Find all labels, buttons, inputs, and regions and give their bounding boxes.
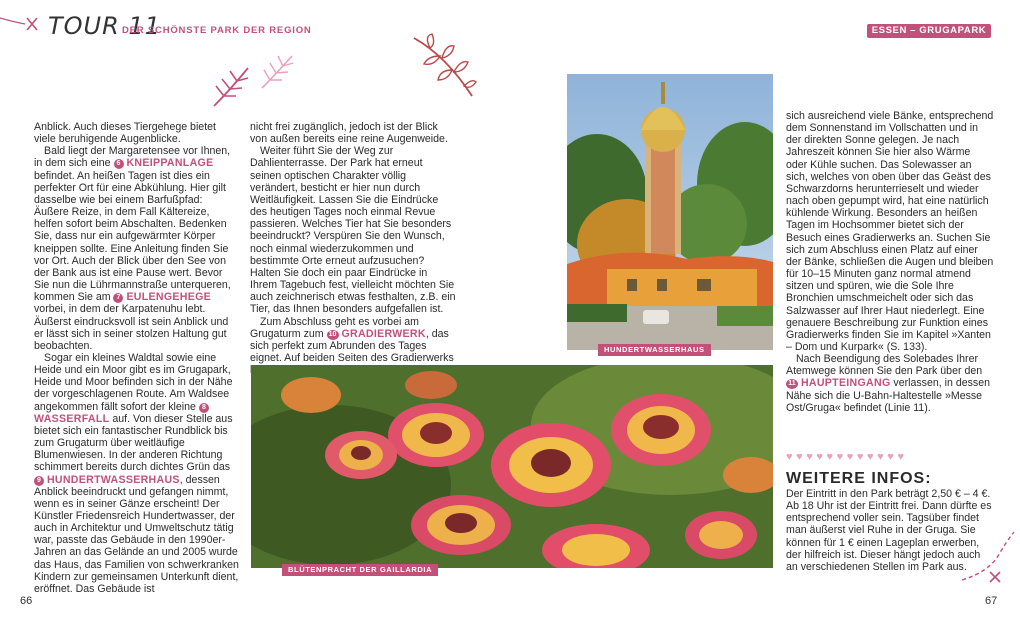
place-gradierwerk: GRADIERWERK xyxy=(341,327,426,340)
place-hundertwasserhaus: HUNDERTWASSERHAUS xyxy=(46,473,180,486)
hundertwasserhaus-photo xyxy=(567,74,773,350)
leaf-branch-icon xyxy=(410,32,478,100)
paragraph-text: verlassen, in dessen Nähe sich die U-Bahn-Haltestelle »Messe Ost/Gruga« befindet (Linie 11). xyxy=(786,377,991,414)
tour-subtitle: DER SCHÖNSTE PARK DER REGION xyxy=(122,25,312,36)
paragraph-text: Sogar ein kleines Waldtal sowie eine Heide und ein Moor gibt es im Grugapark, Heide und Moor befinden sich in der Nähe der vorgeschlagenen Route. Am Waldsee angekommen fällt sofort der kleine xyxy=(34,351,233,413)
page-number-left: 66 xyxy=(20,595,33,607)
paragraph-text: befindet. An heißen Tagen ist dies ein perfekter Ort für eine Abkühlung. Hier gilt dasselbe wie bei einem Barfußpfad: Äußere Reize, in dem Fall Kältereize, helfen sofort beim Abschalten. Bedenken Sie, dass nur ein aufgewärmter Körper kneippen sollte. Eine Anleitung finden Sie vor Ort. Auch der Blick über den See von der Bank aus ist eine Pause wert. Bevor Sie nun die Lührmannstraße unterqueren, kommen Sie am xyxy=(34,169,231,304)
leaf-sprig-icon xyxy=(210,62,255,110)
marker-number: 10 xyxy=(327,330,339,340)
place-kneippanlage: KNEIPPANLAGE xyxy=(126,157,214,170)
marker-number: 7 xyxy=(113,293,123,303)
marker-number: 6 xyxy=(114,159,124,169)
text-column-2 xyxy=(250,121,456,376)
paragraph xyxy=(34,121,240,145)
info-paragraph: Der Eintritt in den Park beträgt 2,50 € – 4 €. Ab 18 Uhr ist der Eintritt frei. Dann dürfte es entsprechend voller sein. Tagsüber findet man äußerst viel Ruhe in der Gruga. Sie können für 1 € einen Lageplan erwerben, der hilfreich ist. Dieser hängt jedoch auch an verschiedenen Stellen im Park aus. xyxy=(786,488,992,573)
paragraph-text: nicht frei zugänglich, jedoch ist der Blick von außen bereits eine reine Augenweide. xyxy=(250,121,448,146)
region-badge: ESSEN – GRUGAPARK xyxy=(867,24,991,38)
tour-title: TOUR 11 xyxy=(48,12,161,40)
photo-label-hundertwasserhaus: HUNDERTWASSERHAUS xyxy=(598,344,711,356)
paragraph xyxy=(34,352,240,595)
paragraph xyxy=(786,110,994,353)
gaillardia-flowers-photo xyxy=(251,365,773,568)
page-number-right: 67 xyxy=(985,595,998,607)
paragraph-text: , dessen Anblick beeindruckt und gefangen nimmt, wenn es in seiner Gänze erscheint! Der Künstler Friedensreich Hundertwasser, der auch in Architektur und Umweltschutz tätig war, passte das Gebäude in den 1990er-Jahren an das Gelände an und 2005 wurde das Haus, das Familien von schwerkranken Kindern zur gemeinsamen Unterkunft dient, eröffnet. Das Gebäude ist xyxy=(34,473,239,595)
paragraph-text: Bald liegt der Margaretensee vor Ihnen, in dem sich eine xyxy=(34,145,231,170)
photo-label-gaillardia: BLÜTENPRACHT DER GAILLARDIA xyxy=(282,564,438,576)
paragraph-text: Weiter führt Sie der Weg zur Dahlienterrasse. Der Park hat erneut seinen optischen Charakter völlig verändert, besticht er hier nun durch Weitläufigkeit. Lassen Sie die Eindrücke des heutigen Tages noch einmal Revue passieren. Welches Tier hat Sie besonders beeindruckt? Verspüren Sie den Wunsch, noch einmal wiederzukommen und bestimmte Orte erneut aufzusuchen? Halten Sie doch ein paar Eindrücke in Ihrem Tagebuch fest, vielleicht möchten Sie auch zeichnerisch etwas festhalten, z.B. ein Tier, das Ihnen besonders aufgefallen ist. xyxy=(250,145,456,316)
paragraph xyxy=(786,353,994,414)
paragraph-text: vorbei, in dem der Karpatenuhu lebt. Äußerst eindrucksvoll ist sein Anblick und er lässt sich in seiner stolzen Haltung gut beobachten. xyxy=(34,303,229,352)
paragraph xyxy=(250,121,456,145)
paragraph-text: Zum Abschluss geht es vorbei am Grugaturm zum xyxy=(250,315,419,340)
paragraph-text: Nach Beendigung des Solebades Ihrer Atemwege können Sie den Park über den xyxy=(786,353,983,378)
dashed-path-decoration-icon xyxy=(958,528,1018,590)
place-wasserfall: WASSERFALL xyxy=(34,412,110,425)
place-haupteingang: HAUPTEINGANG xyxy=(800,377,891,390)
cross-decoration-icon xyxy=(0,10,42,36)
leaf-sprig-light-icon xyxy=(258,50,298,92)
place-eulengehege: EULENGEHEGE xyxy=(126,291,211,304)
paragraph xyxy=(34,145,240,352)
heart-divider-icon: ♥♥♥♥♥♥♥♥♥♥♥♥ xyxy=(786,451,908,463)
marker-number: 9 xyxy=(34,476,44,486)
text-column-1 xyxy=(34,121,240,595)
paragraph-text: , das sich perfekt zum Abrunden des Tages eignet. Auf beiden Seiten des Gradierwerks xyxy=(250,327,454,364)
marker-number: 11 xyxy=(786,379,798,389)
paragraph-text: auf. Von dieser Stelle aus bietet sich ein fantastischer Rundblick bis zum Grugaturm über weitläufige Blumenwiesen. In der anderen Richtung schimmert bereits durch dichtes Grün das xyxy=(34,412,233,474)
paragraph-text: sich ausreichend viele Bänke, entsprechend dem Sonnenstand im Vollschatten und in der direkten Sonne gelegen. Je nach Jahreszeit können Sie hier also Wärme oder Kühle suchen. Das Solewasser an sich, welches von oben über das Geäst des Schwarzdorns herunterrieselt und wieder nach oben gepumpt wird, hat eine natürlich kühlende Wirkung. Besonders an heißen Tagen im Hochsommer bietet sich der Besuch eines Gradierwerks an. Suchen Sie sich zum Abschluss einen Platz auf einer der Bänke, schließen die Augen und bleiben für 10–15 Minuten ganz normal atmend sitzen und spüren, wie die Sole Ihre Bronchien umschmeichelt oder sich das Salzwasser auf Ihrer Haut niederlegt. Eine genauere Beschreibung zur Funktion eines Gradierwerks finden Sie im Kapitel »Xanten – Dom und Kurpark« (S. 133). xyxy=(786,110,994,353)
info-title: WEITERE INFOS: xyxy=(786,470,932,487)
marker-number: 8 xyxy=(199,403,209,413)
paragraph xyxy=(250,145,456,315)
text-column-3 xyxy=(786,110,994,414)
paragraph-text: Anblick. Auch dieses Tiergehege bietet viele beruhigende Augenblicke. xyxy=(34,121,216,146)
